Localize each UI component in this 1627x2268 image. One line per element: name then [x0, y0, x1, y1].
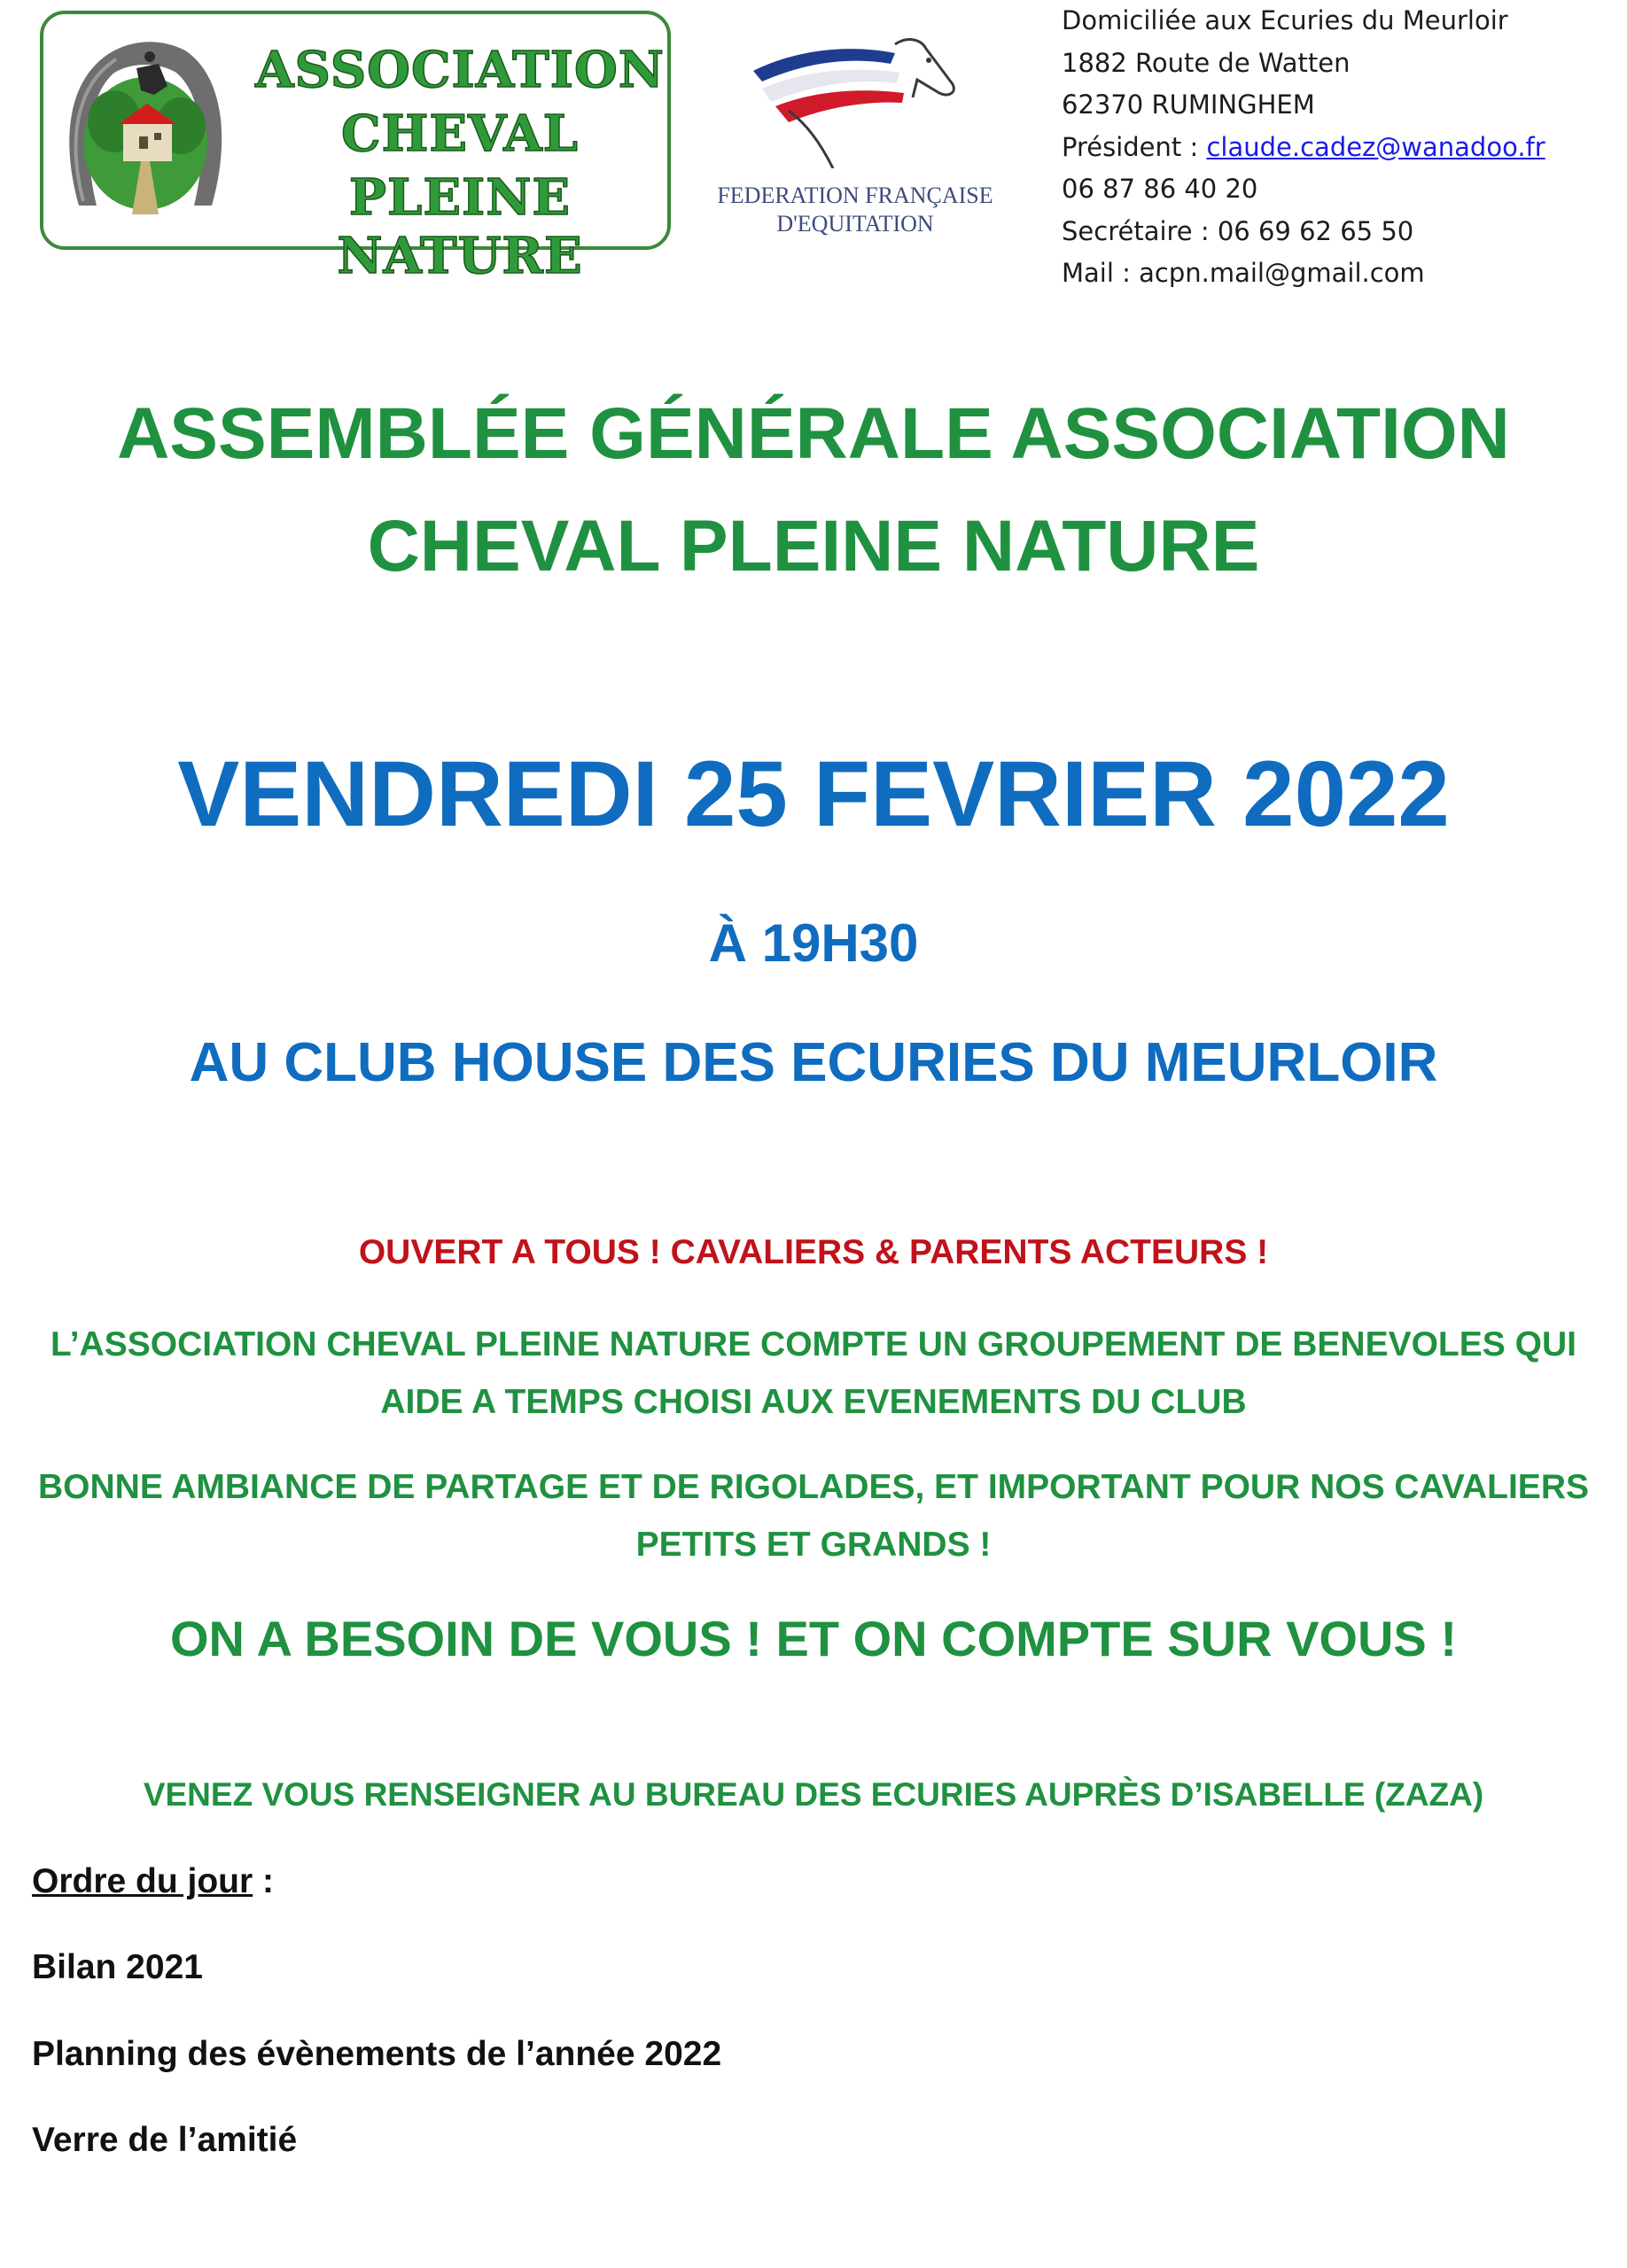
page-title-line-1: ASSEMBLÉE GÉNÉRALE ASSOCIATION — [117, 393, 1510, 474]
contact-phone: 06 87 86 40 20 — [1062, 174, 1258, 204]
contact-address-line-1: Domiciliée aux Ecuries du Meurloir — [1062, 5, 1508, 35]
page-title-line-2: CHEVAL PLEINE NATURE — [367, 506, 1260, 586]
contact-secretary: Secrétaire : 06 69 62 65 50 — [1062, 215, 1414, 246]
event-place: AU CLUB HOUSE DES ECURIES DU MEURLOIR — [189, 1032, 1438, 1093]
contact-mail: Mail : acpn.mail@gmail.com — [1062, 258, 1425, 288]
logo-text-cheval: CHEVAL — [340, 105, 580, 163]
ffe-line-1: FEDERATION FRANÇAISE — [717, 183, 993, 208]
open-to-all-notice: OUVERT A TOUS ! CAVALIERS & PARENTS ACTEURS ! — [358, 1233, 1269, 1271]
agenda-item: Planning des évènements de l’année 2022 — [32, 2035, 722, 2073]
ffe-caption — [700, 182, 1010, 238]
association-logo — [40, 11, 671, 285]
contact-address-line-2: 1882 Route de Watten — [1062, 47, 1351, 78]
event-date: VENDREDI 25 FEVRIER 2022 — [177, 742, 1450, 846]
ambiance-line-2: PETITS ET GRANDS ! — [635, 1526, 992, 1564]
agenda-item: Verre de l’amitié — [32, 2121, 298, 2159]
contact-president — [1062, 127, 1611, 169]
agenda-title-text: Ordre du jour — [32, 1862, 253, 1900]
volunteers-line-1: L’ASSOCIATION CHEVAL PLEINE NATURE COMPTE UN GROUPEMENT DE BENEVOLES QUI — [51, 1325, 1576, 1363]
logo-text-pleine-nature: PLEINE NATURE — [337, 168, 583, 285]
ffe-line-2: D'EQUITATION — [776, 211, 934, 237]
ambiance-paragraph — [0, 1458, 1627, 1573]
ambiance-line-1: BONNE AMBIANCE DE PARTAGE ET DE RIGOLADES, ET IMPORTANT POUR NOS CAVALIERS — [37, 1468, 1589, 1506]
logo-text-association: ASSOCIATION — [255, 41, 665, 99]
volunteers-line-2: AIDE A TEMPS CHOISI AUX EVENEMENTS DU CLUB — [380, 1383, 1247, 1421]
ffe-horse-logo-icon — [736, 18, 984, 168]
need-you-banner: ON A BESOIN DE VOUS ! ET ON COMPTE SUR VOUS ! — [170, 1611, 1457, 1666]
president-label: Président : — [1062, 131, 1207, 162]
horseshoe-castle-emblem-icon — [61, 37, 230, 219]
contact-block — [1062, 0, 1611, 295]
president-email-link[interactable]: claude.cadez@wanadoo.fr — [1206, 131, 1545, 162]
agenda-item: Bilan 2021 — [32, 1948, 203, 1986]
contact-address-line-3: 62370 RUMINGHEM — [1062, 89, 1315, 120]
agenda-title — [32, 1859, 274, 1905]
volunteers-paragraph — [0, 1316, 1627, 1431]
agenda-title-suffix: : — [253, 1862, 275, 1900]
info-notice: VENEZ VOUS RENSEIGNER AU BUREAU DES ECURIES AUPRÈS D’ISABELLE (ZAZA) — [143, 1776, 1484, 1813]
event-time: À 19H30 — [708, 913, 919, 973]
